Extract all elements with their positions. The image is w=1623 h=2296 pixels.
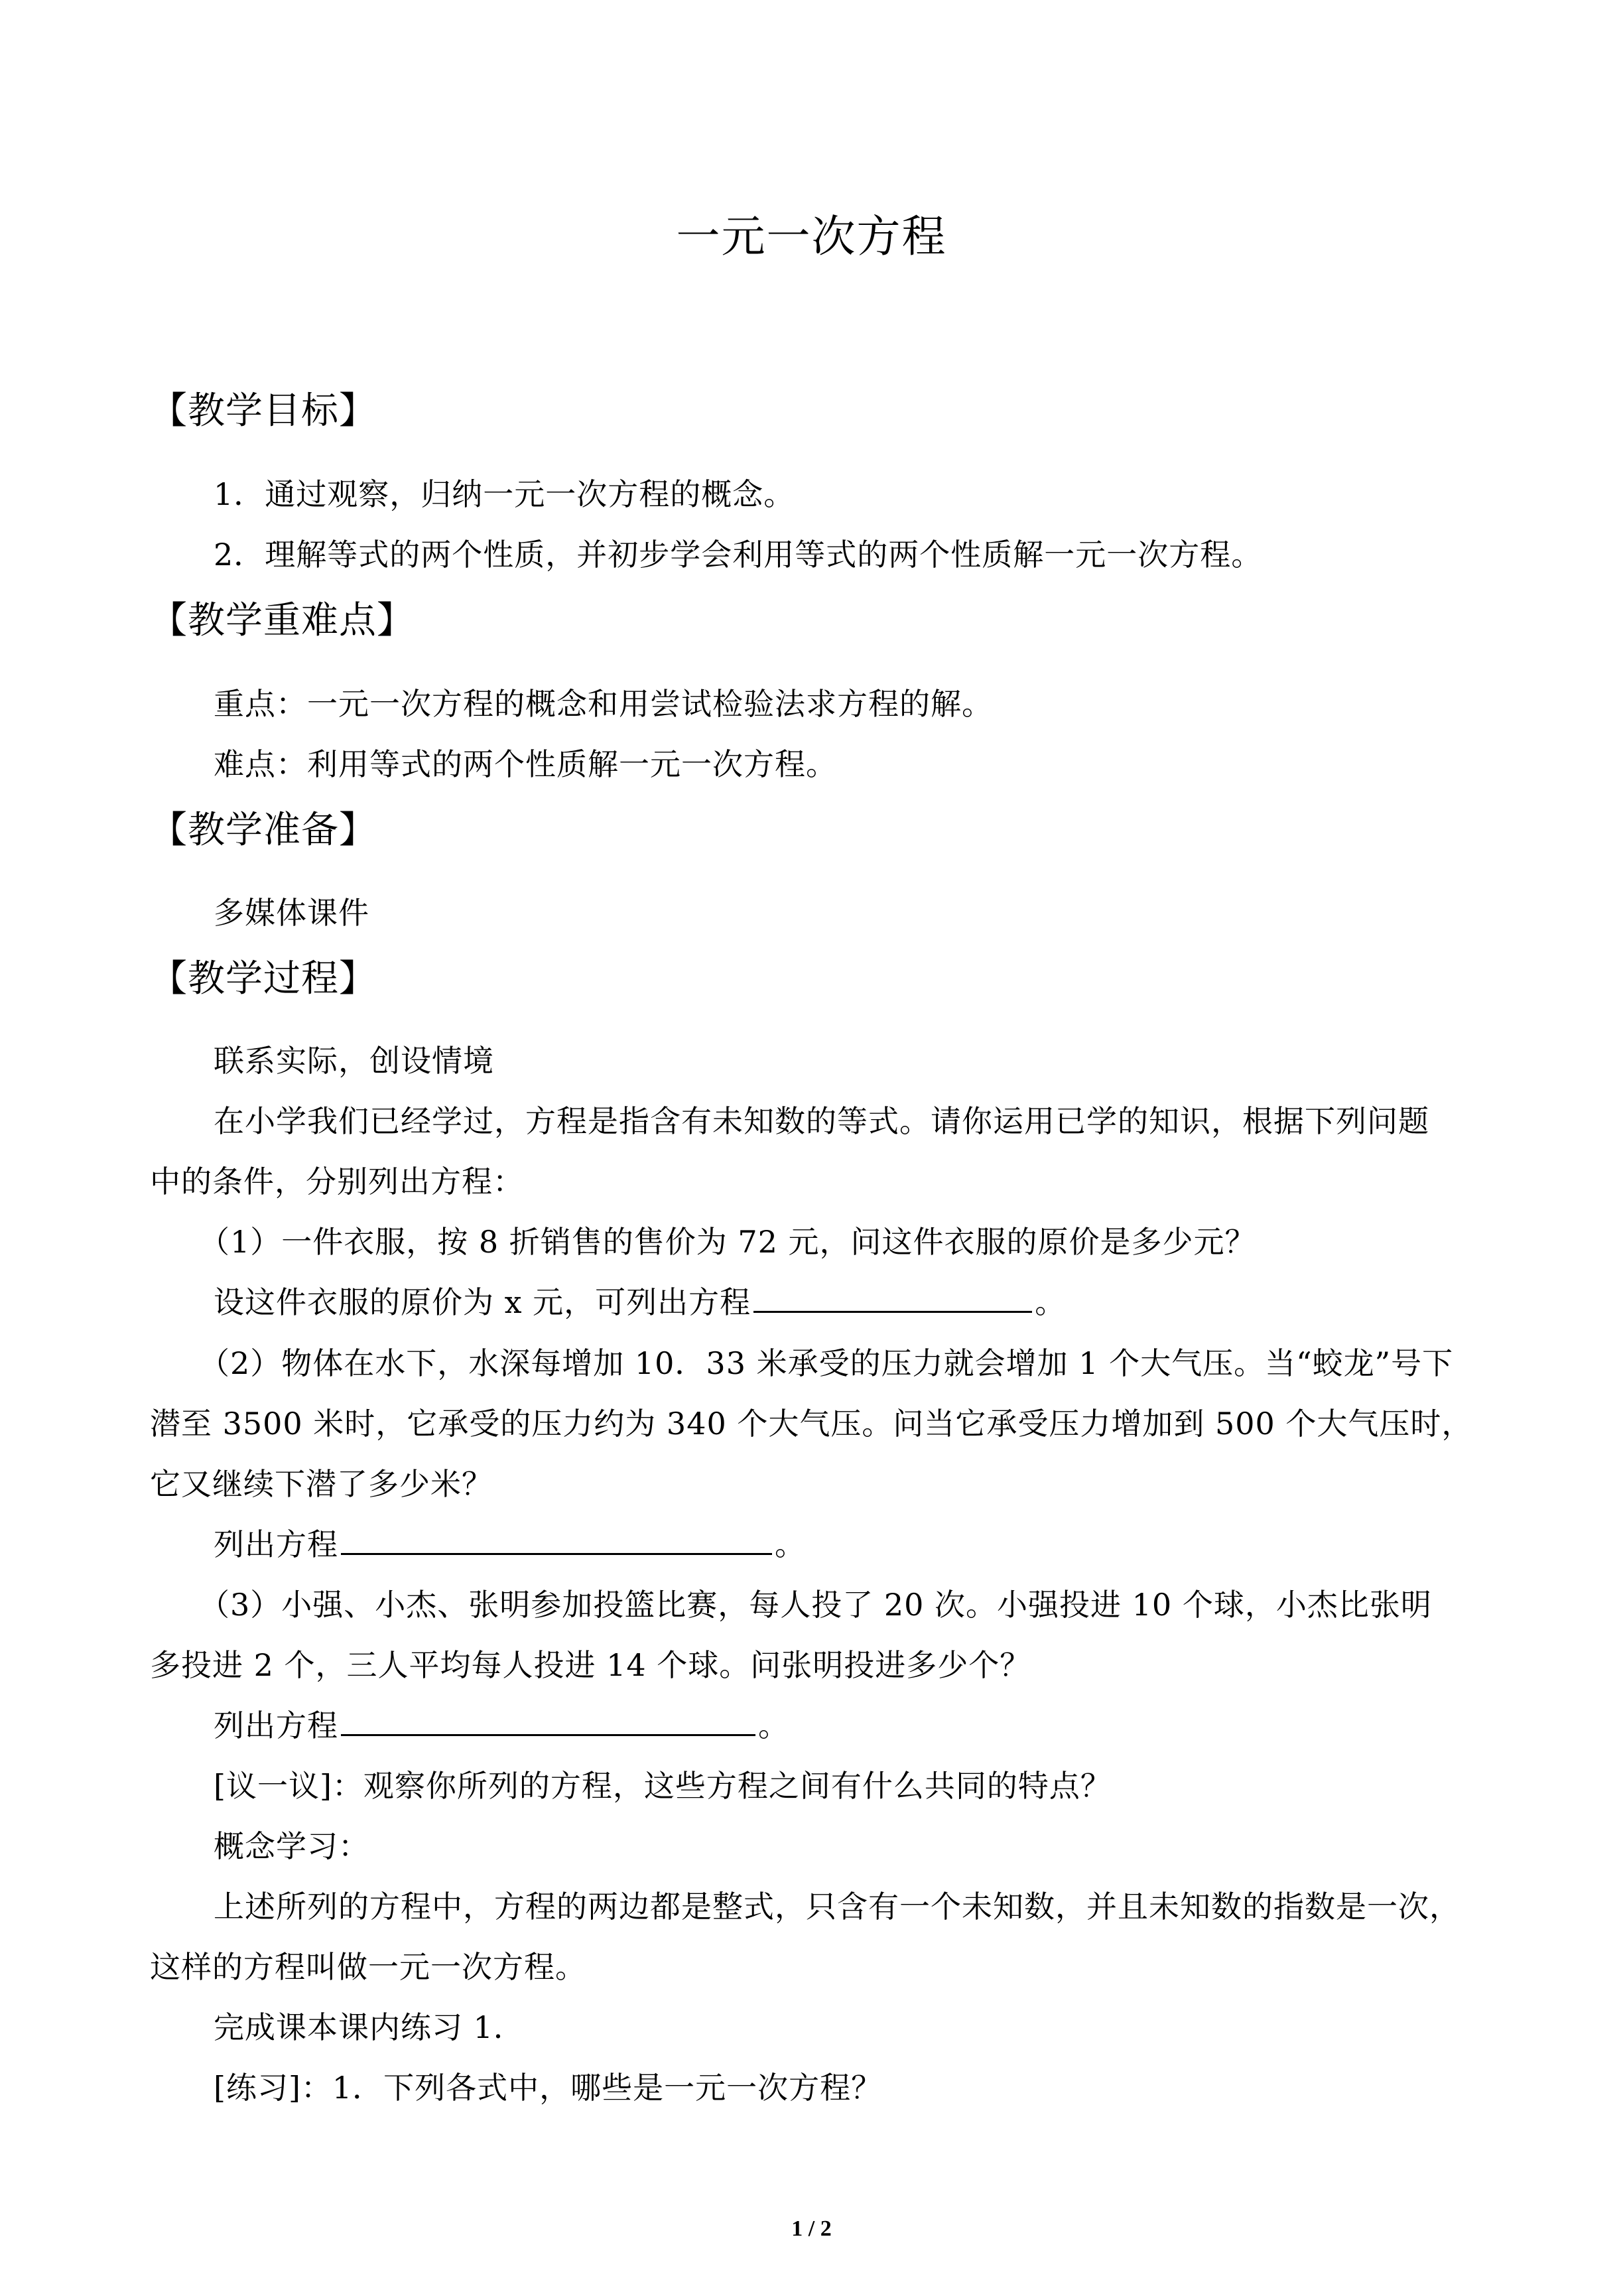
- answer-prefix: 列出方程: [214, 1708, 338, 1743]
- answer-suffix: 。: [1035, 1284, 1067, 1320]
- question-1: （1）一件衣服，按 8 折销售的售价为 72 元，问这件衣服的原价是多少元？: [199, 1224, 1256, 1260]
- question-3-line: 多投进 2 个，三人平均每人投进 14 个球。问张明投进多少个？: [150, 1647, 1031, 1683]
- preparation-text: 多媒体课件: [214, 895, 369, 931]
- answer-blank[interactable]: [341, 1550, 772, 1555]
- practice-prompt: [练习]：1．下列各式中，哪些是一元一次方程？: [214, 2070, 883, 2106]
- paragraph-line: 中的条件，分别列出方程：: [150, 1164, 524, 1199]
- objective-item-1: 1．通过观察，归纳一元一次方程的概念。: [214, 476, 795, 512]
- answer-prefix: 设这件衣服的原价为 x 元，可列出方程: [214, 1284, 751, 1320]
- question-1-answer-line: [214, 1279, 1066, 1325]
- page-number: 1 / 2: [791, 2216, 832, 2241]
- discussion-prompt: [议一议]：观察你所列的方程，这些方程之间有什么共同的特点？: [214, 1768, 1112, 1804]
- difficult-point-text: 难点：利用等式的两个性质解一元一次方程。: [214, 746, 837, 782]
- concept-label: 概念学习：: [214, 1828, 369, 1864]
- section-heading-objectives: 【教学目标】: [150, 389, 377, 433]
- objective-item-2: 2．理解等式的两个性质，并初步学会利用等式的两个性质解一元一次方程。: [214, 537, 1263, 573]
- key-point-text: 重点：一元一次方程的概念和用尝试检验法求方程的解。: [214, 686, 993, 722]
- question-3-line: （3）小强、小杰、张明参加投篮比赛，每人投了 20 次。小强投进 10 个球，小杰比张明: [199, 1587, 1432, 1623]
- section-heading-preparation: 【教学准备】: [150, 809, 377, 852]
- concept-line: 这样的方程叫做一元一次方程。: [150, 1949, 586, 1985]
- answer-suffix: 。: [775, 1526, 806, 1562]
- section-heading-key-difficult: 【教学重难点】: [150, 599, 415, 642]
- exercise-note: 完成课本课内练习 1．: [214, 2009, 525, 2045]
- question-2-line: 它又继续下潜了多少米？: [150, 1466, 493, 1502]
- section-heading-process: 【教学过程】: [150, 957, 377, 1000]
- answer-blank[interactable]: [753, 1308, 1032, 1313]
- question-3-answer-line: [214, 1702, 789, 1749]
- concept-line: 上述所列的方程中，方程的两边都是整式，只含有一个未知数，并且未知数的指数是一次，: [214, 1889, 1461, 1925]
- paragraph-line: 在小学我们已经学过，方程是指含有未知数的等式。请你运用已学的知识，根据下列问题: [214, 1103, 1429, 1139]
- answer-prefix: 列出方程: [214, 1526, 338, 1562]
- answer-blank[interactable]: [341, 1731, 755, 1736]
- question-2-line: 潜至 3500 米时，它承受的压力约为 340 个大气压。问当它承受压力增加到 500 个大气压时，: [150, 1406, 1473, 1442]
- process-intro: 联系实际，创设情境: [214, 1043, 494, 1079]
- document-title: 一元一次方程: [676, 211, 947, 262]
- question-2-line: （2）物体在水下，水深每增加 10．33 米承受的压力就会增加 1 个大气压。当“蛟龙”号下: [199, 1345, 1454, 1381]
- question-2-answer-line: [214, 1521, 806, 1568]
- answer-suffix: 。: [758, 1708, 789, 1743]
